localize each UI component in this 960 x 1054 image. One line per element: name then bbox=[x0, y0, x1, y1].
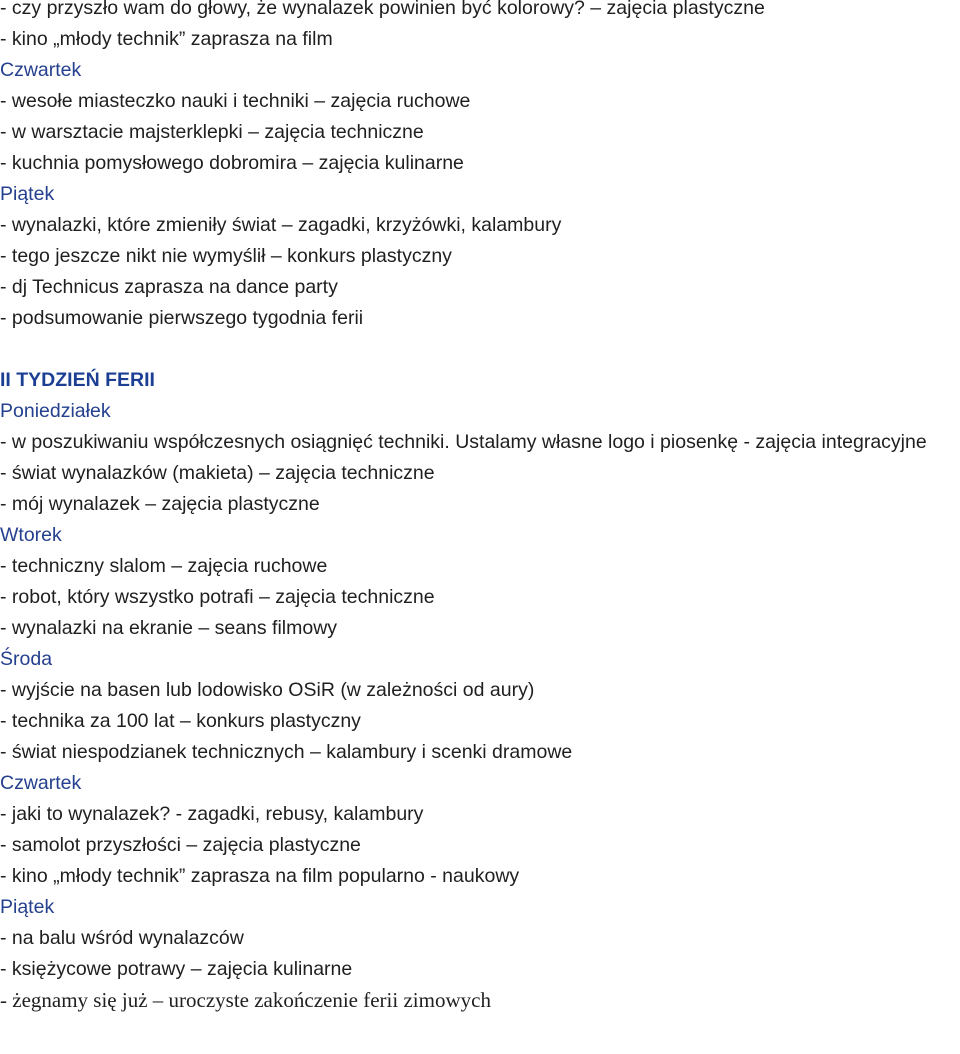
day-heading: Środa bbox=[0, 648, 53, 670]
list-item: - wynalazki, które zmieniły świat – zagadki, krzyżówki, kalambury bbox=[0, 214, 562, 236]
list-item: - w warsztacie majsterklepki – zajęcia techniczne bbox=[0, 121, 424, 143]
list-item: - jaki to wynalazek? - zagadki, rebusy, kalambury bbox=[0, 803, 424, 825]
list-item: - dj Technicus zaprasza na dance party bbox=[0, 276, 338, 298]
list-item: - technika za 100 lat – konkurs plastyczny bbox=[0, 710, 361, 732]
list-item: - wynalazki na ekranie – seans filmowy bbox=[0, 617, 338, 639]
list-item: - świat wynalazków (makieta) – zajęcia techniczne bbox=[0, 462, 435, 484]
list-item: - mój wynalazek – zajęcia plastyczne bbox=[0, 493, 320, 515]
week-heading: II TYDZIEŃ FERII bbox=[0, 369, 155, 391]
list-item: - księżycowe potrawy – zajęcia kulinarne bbox=[0, 958, 353, 980]
list-item: - żegnamy się już – uroczyste zakończenie ferii zimowych bbox=[0, 988, 491, 1012]
day-heading: Czwartek bbox=[0, 59, 82, 81]
list-item: - kino „młody technik” zaprasza na film popularno - naukowy bbox=[0, 865, 520, 887]
blank-line bbox=[0, 334, 960, 365]
list-item: - czy przyszło wam do głowy, że wynalazek powinien być kolorowy? – zajęcia plastyczne bbox=[0, 0, 765, 19]
day-heading: Piątek bbox=[0, 896, 55, 918]
list-item: - techniczny slalom – zajęcia ruchowe bbox=[0, 555, 328, 577]
list-item: - kino „młody technik” zaprasza na film bbox=[0, 28, 333, 50]
list-item: - świat niespodzianek technicznych – kalambury i scenki dramowe bbox=[0, 741, 573, 763]
day-heading: Piątek bbox=[0, 183, 55, 205]
list-item: - robot, który wszystko potrafi – zajęcia techniczne bbox=[0, 586, 435, 608]
list-item: - wesołe miasteczko nauki i techniki – zajęcia ruchowe bbox=[0, 90, 471, 112]
day-heading: Poniedziałek bbox=[0, 400, 111, 422]
list-item: - samolot przyszłości – zajęcia plastyczne bbox=[0, 834, 361, 856]
list-item: - na balu wśród wynalazców bbox=[0, 927, 244, 949]
list-item: - podsumowanie pierwszego tygodnia ferii bbox=[0, 307, 364, 329]
day-heading: Czwartek bbox=[0, 772, 82, 794]
list-item: - kuchnia pomysłowego dobromira – zajęcia kulinarne bbox=[0, 152, 464, 174]
list-item: - wyjście na basen lub lodowisko OSiR (w zależności od aury) bbox=[0, 679, 535, 701]
day-heading: Wtorek bbox=[0, 524, 62, 546]
list-item: - tego jeszcze nikt nie wymyślił – konkurs plastyczny bbox=[0, 245, 452, 267]
list-item: - w poszukiwaniu współczesnych osiągnięć techniki. Ustalamy własne logo i piosenkę - zajęcia integracyjne bbox=[0, 431, 927, 453]
